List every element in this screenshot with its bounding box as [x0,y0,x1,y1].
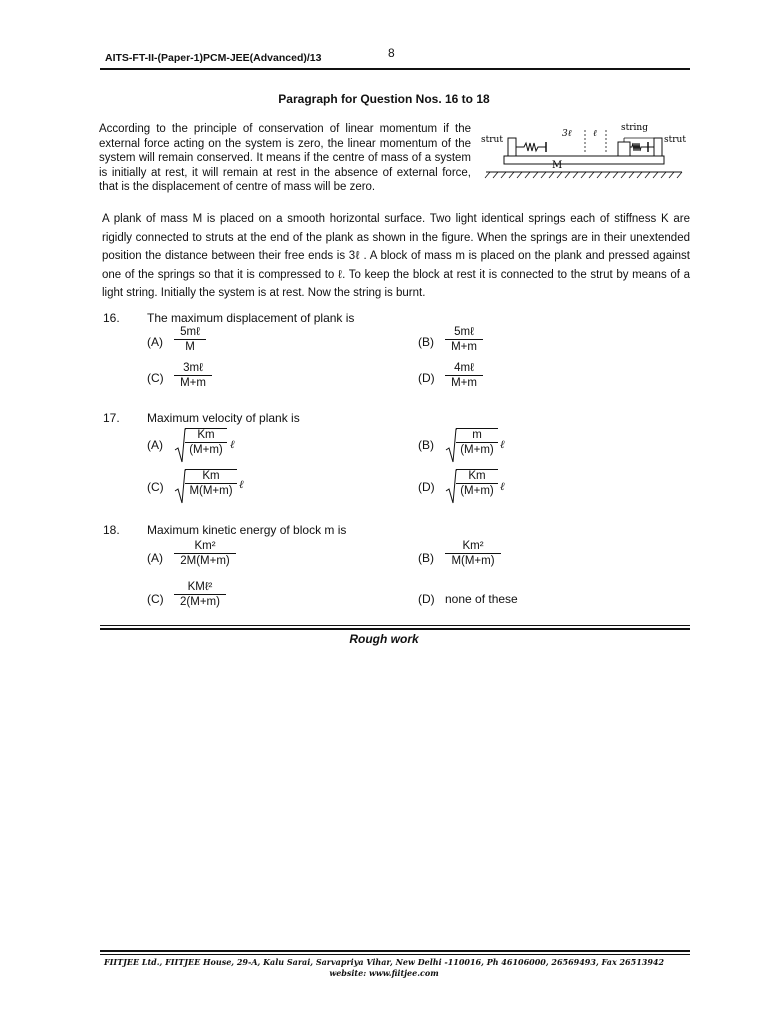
q16-optA-label[interactable]: (A) [147,335,163,349]
q18-optB-label[interactable]: (B) [418,551,434,565]
q16-optB-label[interactable]: (B) [418,335,434,349]
rough-work-label: Rough work [349,632,419,646]
q17-optC-num: Km [202,470,220,482]
problem-paragraph: A plank of mass M is placed on a smooth horizontal surface. Two light identical springs each of stiffness K are rigidly connected to struts at the end of the plank as shown in the figure. When the springs are in their unextended position the distance between their free ends is 3ℓ . A block of mass m is placed on the plank and pressed against one of the springs so that it is compressed to ℓ. To keep the block at rest it is connected to the strut by means of a light string. Initially the system is at rest. Now the string is burnt. [102,213,690,299]
rough-rule-1 [100,625,690,626]
header-code: AITS-FT-II-(Paper-1)PCM-JEE(Advanced)/13 [105,52,322,64]
q17-optC-label[interactable]: (C) [147,480,164,494]
footer-address: FIITJEE Ltd., FIITJEE House, 29-A, Kalu Sarai, Sarvapriya Vihar, New Delhi -110016, Ph 46106000, 26569493, Fax 26513942 [103,957,665,967]
q18-optC-den: 2(M+m) [180,596,220,608]
q16-optB-num: 5mℓ [454,326,474,338]
q17-text: Maximum velocity of plank is [147,411,300,425]
label-string: string [621,123,648,133]
ground-hatching [485,172,682,178]
q18-optD-text[interactable]: none of these [445,592,518,606]
q17-optC-fraction[interactable] [185,469,237,497]
block-m [618,142,630,156]
header-rule [100,68,690,70]
label-M: M [552,160,563,171]
q17-optC-den: M(M+m) [189,485,233,497]
q17-optB-den: (M+m) [460,444,494,456]
q17-optB-num: m [472,429,482,441]
q18-optC-fraction[interactable] [174,581,226,608]
left-spring [516,143,546,151]
q16-text: The maximum displacement of plank is [147,311,355,325]
q17-optD-fraction[interactable] [456,469,498,497]
q17-optA-num: Km [197,429,215,441]
q17-optD-label[interactable]: (D) [418,480,435,494]
label-strut-left: strut [481,135,503,145]
q18-number: 18. [103,523,120,537]
label-strut-right: strut [664,135,686,145]
q18-optB-fraction[interactable] [445,540,501,567]
q18-optC-num: KMℓ² [187,581,213,593]
q18-text: Maximum kinetic energy of block m is [147,523,347,537]
q17-optC-suffix: ℓ [239,478,244,491]
q16-optB-den: M+m [451,341,477,353]
right-spring [630,143,648,151]
plank [504,156,664,164]
q18-optA-label[interactable]: (A) [147,551,163,565]
q17-optB-fraction[interactable] [456,428,498,456]
label-3l: 3ℓ [562,129,572,139]
q17-optD-num: Km [468,470,486,482]
q16-optC-label[interactable]: (C) [147,371,164,385]
q17-optA-fraction[interactable] [185,428,227,456]
q18-optA-fraction[interactable] [174,540,236,567]
left-strut [508,138,516,156]
label-l: ℓ [593,129,597,139]
q17-optD-den: (M+m) [460,485,494,497]
q16-optD-den: M+m [451,377,477,389]
q16-optB-fraction[interactable] [445,326,483,353]
q16-optD-label[interactable]: (D) [418,371,435,385]
footer-rule-2 [100,954,690,955]
q16-optA-den: M [185,341,195,353]
q17-optB-suffix: ℓ [500,438,505,451]
q18-optA-den: 2M(M+m) [180,555,230,567]
q18-optA-num: Km² [194,540,216,552]
q17-optB-label[interactable]: (B) [418,438,434,452]
q16-optC-den: M+m [180,377,206,389]
right-strut [654,138,662,156]
q18-optB-num: Km² [462,540,484,552]
q16-optA-num: 5mℓ [180,326,200,338]
q17-number: 17. [103,411,120,425]
q16-optD-num: 4mℓ [454,362,474,374]
q16-optC-fraction[interactable] [174,362,212,389]
q16-number: 16. [103,311,120,325]
q16-optC-num: 3mℓ [183,362,203,374]
paragraph-title: Paragraph for Question Nos. 16 to 18 [278,92,490,106]
q17-optA-suffix: ℓ [230,438,235,451]
q16-optA-fraction[interactable] [174,326,206,353]
rough-rule-2 [100,628,690,630]
q17-optA-den: (M+m) [189,444,223,456]
intro-paragraph: According to the principle of conservation of linear momentum if the external force acting on the system is zero, the linear momentum of the system will remain conserved. It means if the centre of mass of a system is initially at rest, it will remain at rest in the absence of external force, that is the displacement of centre of mass will be zero. [99,123,471,193]
plank-spring-figure [478,120,690,182]
q16-optD-fraction[interactable] [445,362,483,389]
q18-optD-label[interactable]: (D) [418,592,435,606]
q17-optA-label[interactable]: (A) [147,438,163,452]
q18-optC-label[interactable]: (C) [147,592,164,606]
page-number: 8 [388,46,395,60]
footer-website[interactable]: website: www.fiitjee.com [329,968,439,978]
q18-optB-den: M(M+m) [451,555,495,567]
q17-optD-suffix: ℓ [500,480,505,493]
footer-rule-1 [100,950,690,952]
